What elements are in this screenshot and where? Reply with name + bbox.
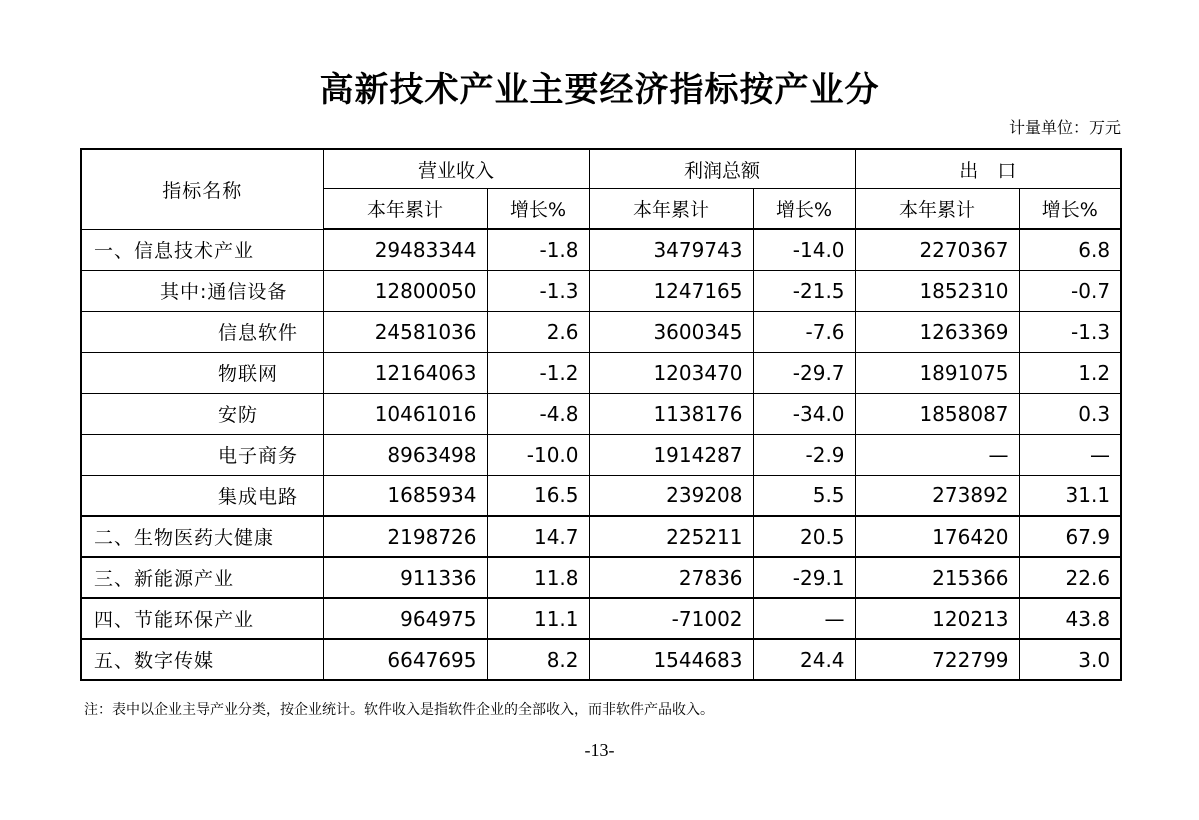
header-revenue: 营业收入 <box>323 149 589 189</box>
profit-growth-cell: -29.7 <box>753 352 855 393</box>
header-indicator-name: 指标名称 <box>81 149 323 229</box>
profit-ytd-cell: 3600345 <box>589 311 753 352</box>
table-row <box>81 393 1121 434</box>
header-profit-growth: 增长% <box>753 189 855 230</box>
table-row <box>81 352 1121 393</box>
revenue-ytd-cell: 10461016 <box>323 393 487 434</box>
profit-growth-cell: — <box>753 598 855 639</box>
header-export-ytd: 本年累计 <box>855 189 1019 230</box>
revenue-growth-cell: -4.8 <box>487 393 589 434</box>
revenue-growth-cell: -10.0 <box>487 434 589 475</box>
revenue-growth-cell: 16.5 <box>487 475 589 516</box>
header-row-groups <box>81 149 1121 189</box>
header-export-growth: 增长% <box>1019 189 1121 230</box>
profit-growth-cell: -34.0 <box>753 393 855 434</box>
row-name: 四、节能环保产业 <box>81 598 323 639</box>
header-profit: 利润总额 <box>589 149 855 189</box>
revenue-ytd-cell: 911336 <box>323 557 487 598</box>
revenue-ytd-cell: 2198726 <box>323 516 487 557</box>
profit-growth-cell: 24.4 <box>753 639 855 680</box>
unit-label: 计量单位：万元 <box>1008 118 1121 137</box>
export-ytd-cell: 120213 <box>855 598 1019 639</box>
revenue-growth-cell: 11.1 <box>487 598 589 639</box>
profit-ytd-cell: 3479743 <box>589 229 753 270</box>
export-ytd-cell: 2270367 <box>855 229 1019 270</box>
header-revenue-growth: 增长% <box>487 189 589 230</box>
row-name: 安防 <box>81 393 323 434</box>
table-row <box>81 557 1121 598</box>
export-growth-cell: 31.1 <box>1019 475 1121 516</box>
profit-growth-cell: -7.6 <box>753 311 855 352</box>
row-name: 电子商务 <box>81 434 323 475</box>
table-row <box>81 475 1121 516</box>
profit-ytd-cell: 27836 <box>589 557 753 598</box>
export-ytd-cell: — <box>855 434 1019 475</box>
row-name: 一、信息技术产业 <box>81 229 323 270</box>
row-name: 其中:通信设备 <box>81 270 323 311</box>
export-growth-cell: — <box>1019 434 1121 475</box>
revenue-ytd-cell: 12800050 <box>323 270 487 311</box>
revenue-growth-cell: 8.2 <box>487 639 589 680</box>
table-row <box>81 598 1121 639</box>
export-ytd-cell: 273892 <box>855 475 1019 516</box>
export-growth-cell: 3.0 <box>1019 639 1121 680</box>
header-profit-ytd: 本年累计 <box>589 189 753 230</box>
revenue-growth-cell: 14.7 <box>487 516 589 557</box>
profit-growth-cell: 20.5 <box>753 516 855 557</box>
revenue-growth-cell: -1.2 <box>487 352 589 393</box>
export-ytd-cell: 1852310 <box>855 270 1019 311</box>
table-row <box>81 434 1121 475</box>
revenue-ytd-cell: 1685934 <box>323 475 487 516</box>
row-name: 集成电路 <box>81 475 323 516</box>
row-name: 三、新能源产业 <box>81 557 323 598</box>
row-name: 信息软件 <box>81 311 323 352</box>
export-growth-cell: 43.8 <box>1019 598 1121 639</box>
revenue-growth-cell: -1.3 <box>487 270 589 311</box>
header-export: 出 口 <box>855 149 1121 189</box>
row-name: 物联网 <box>81 352 323 393</box>
table-row <box>81 639 1121 680</box>
table-row <box>81 270 1121 311</box>
export-ytd-cell: 1263369 <box>855 311 1019 352</box>
page-number: -13- <box>584 740 615 760</box>
profit-ytd-cell: 1914287 <box>589 434 753 475</box>
revenue-ytd-cell: 24581036 <box>323 311 487 352</box>
table-row <box>81 516 1121 557</box>
profit-ytd-cell: 1138176 <box>589 393 753 434</box>
revenue-ytd-cell: 964975 <box>323 598 487 639</box>
export-growth-cell: -0.7 <box>1019 270 1121 311</box>
export-growth-cell: 1.2 <box>1019 352 1121 393</box>
export-ytd-cell: 1891075 <box>855 352 1019 393</box>
table-row <box>81 229 1121 270</box>
profit-growth-cell: -14.0 <box>753 229 855 270</box>
export-growth-cell: 6.8 <box>1019 229 1121 270</box>
revenue-ytd-cell: 6647695 <box>323 639 487 680</box>
profit-ytd-cell: -71002 <box>589 598 753 639</box>
profit-growth-cell: -21.5 <box>753 270 855 311</box>
profit-ytd-cell: 1247165 <box>589 270 753 311</box>
profit-growth-cell: 5.5 <box>753 475 855 516</box>
footnote: 注：表中以企业主导产业分类，按企业统计。软件收入是指软件企业的全部收入，而非软件产品收入。 <box>84 702 714 718</box>
header-revenue-ytd: 本年累计 <box>323 189 487 230</box>
revenue-growth-cell: 2.6 <box>487 311 589 352</box>
export-growth-cell: 0.3 <box>1019 393 1121 434</box>
profit-ytd-cell: 225211 <box>589 516 753 557</box>
export-growth-cell: -1.3 <box>1019 311 1121 352</box>
page-title: 高新技术产业主要经济指标按产业分 <box>319 70 880 110</box>
revenue-ytd-cell: 12164063 <box>323 352 487 393</box>
export-ytd-cell: 176420 <box>855 516 1019 557</box>
export-ytd-cell: 215366 <box>855 557 1019 598</box>
revenue-ytd-cell: 8963498 <box>323 434 487 475</box>
indicator-table <box>80 148 1122 681</box>
row-name: 二、生物医药大健康 <box>81 516 323 557</box>
profit-growth-cell: -29.1 <box>753 557 855 598</box>
profit-ytd-cell: 1544683 <box>589 639 753 680</box>
revenue-ytd-cell: 29483344 <box>323 229 487 270</box>
revenue-growth-cell: -1.8 <box>487 229 589 270</box>
row-name: 五、数字传媒 <box>81 639 323 680</box>
export-ytd-cell: 1858087 <box>855 393 1019 434</box>
profit-ytd-cell: 1203470 <box>589 352 753 393</box>
revenue-growth-cell: 11.8 <box>487 557 589 598</box>
profit-ytd-cell: 239208 <box>589 475 753 516</box>
export-ytd-cell: 722799 <box>855 639 1019 680</box>
table-row <box>81 311 1121 352</box>
export-growth-cell: 22.6 <box>1019 557 1121 598</box>
profit-growth-cell: -2.9 <box>753 434 855 475</box>
export-growth-cell: 67.9 <box>1019 516 1121 557</box>
